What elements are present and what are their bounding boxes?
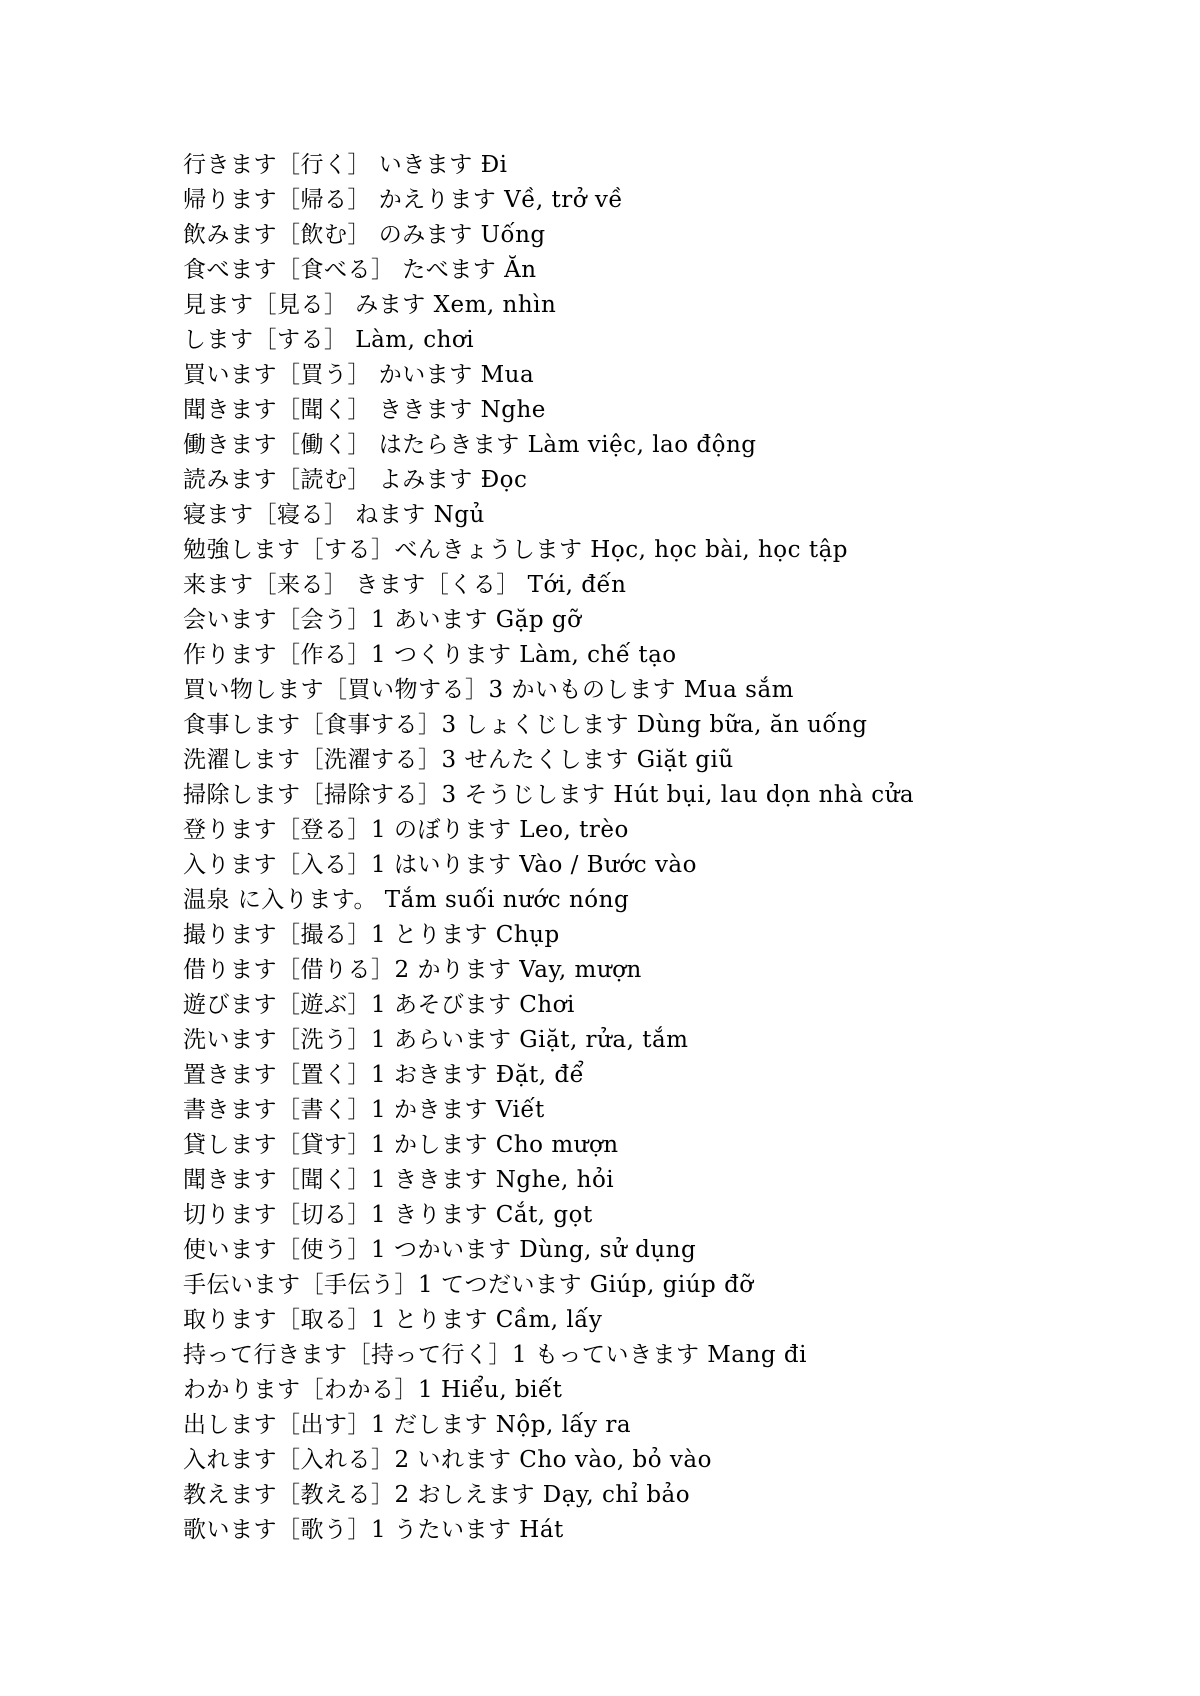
vocab-line: 聞きます［聞く］1 ききます Nghe, hỏi xyxy=(183,1167,615,1193)
vocab-line: 会います［会う］1 あいます Gặp gỡ xyxy=(183,607,582,633)
vocab-line: 歌います［歌う］1 うたいます Hát xyxy=(183,1517,564,1543)
vocab-line: 借ります［借りる］2 かります Vay, mượn xyxy=(183,957,642,983)
vocab-line: 遊びます［遊ぶ］1 あそびます Chơi xyxy=(183,992,575,1018)
vocab-line: わかります［わかる］1 Hiểu, biết xyxy=(183,1377,563,1403)
vocab-line: 使います［使う］1 つかいます Dùng, sử dụng xyxy=(183,1237,697,1263)
vocab-line: 飲みます［飲む］ のみます Uống xyxy=(183,222,546,248)
vocab-line: 切ります［切る］1 きります Cắt, gọt xyxy=(183,1202,593,1228)
vocab-line: 来ます［来る］ きます［くる］ Tới, đến xyxy=(183,572,627,598)
vocab-line: 作ります［作る］1 つくります Làm, chế tạo xyxy=(183,642,677,668)
vocab-line: 登ります［登る］1 のぼります Leo, trèo xyxy=(183,817,629,843)
vocab-line: します［する］ Làm, chơi xyxy=(183,327,475,353)
vocab-line: 出します［出す］1 だします Nộp, lấy ra xyxy=(183,1412,632,1438)
vocab-line: 掃除します［掃除する］3 そうじします Hút bụi, lau dọn nhà cửa xyxy=(183,782,915,808)
vocab-line: 行きます［行く］ いきます Đi xyxy=(183,152,508,178)
vocab-line: 洗濯します［洗濯する］3 せんたくします Giặt giũ xyxy=(183,747,734,773)
vocab-line: 教えます［教える］2 おしえます Dạy, chỉ bảo xyxy=(183,1482,691,1508)
vocab-line: 買います［買う］ かいます Mua xyxy=(183,362,535,388)
vocab-line: 入れます［入れる］2 いれます Cho vào, bỏ vào xyxy=(183,1447,712,1473)
vocab-line: 食事します［食事する］3 しょくじします Dùng bữa, ăn uống xyxy=(183,712,868,738)
vocab-line: 書きます［書く］1 かきます Viết xyxy=(183,1097,545,1123)
vocab-line: 持って行きます［持って行く］1 もっていきます Mang đi xyxy=(183,1342,807,1368)
vocab-line: 洗います［洗う］1 あらいます Giặt, rửa, tắm xyxy=(183,1027,689,1053)
vocab-line: 温泉 に入ります。 Tắm suối nước nóng xyxy=(183,887,630,913)
vocab-line: 入ります［入る］1 はいります Vào / Bước vào xyxy=(183,852,697,878)
vocabulary-list xyxy=(183,148,914,1548)
vocab-line: 勉強します［する］べんきょうします Học, học bài, học tập xyxy=(183,537,849,563)
vocab-line: 帰ります［帰る］ かえります Về, trở về xyxy=(183,187,624,213)
vocab-line: 働きます［働く］ はたらきます Làm việc, lao động xyxy=(183,432,757,458)
vocab-line: 手伝います［手伝う］1 てつだいます Giúp, giúp đỡ xyxy=(183,1272,754,1298)
vocab-line: 撮ります［撮る］1 とります Chụp xyxy=(183,922,560,948)
vocab-line: 寝ます［寝る］ ねます Ngủ xyxy=(183,502,485,528)
vocab-line: 取ります［取る］1 とります Cầm, lấy xyxy=(183,1307,603,1333)
vocab-line: 買い物します［買い物する］3 かいものします Mua sắm xyxy=(183,677,794,703)
vocab-line: 読みます［読む］ よみます Đọc xyxy=(183,467,528,493)
vocab-line: 置きます［置く］1 おきます Đặt, để xyxy=(183,1062,585,1088)
vocab-line: 貸します［貸す］1 かします Cho mượn xyxy=(183,1132,619,1158)
vocab-line: 聞きます［聞く］ ききます Nghe xyxy=(183,397,546,423)
vocab-line: 見ます［見る］ みます Xem, nhìn xyxy=(183,292,557,318)
vocab-line: 食べます［食べる］ たべます Ăn xyxy=(183,257,537,283)
